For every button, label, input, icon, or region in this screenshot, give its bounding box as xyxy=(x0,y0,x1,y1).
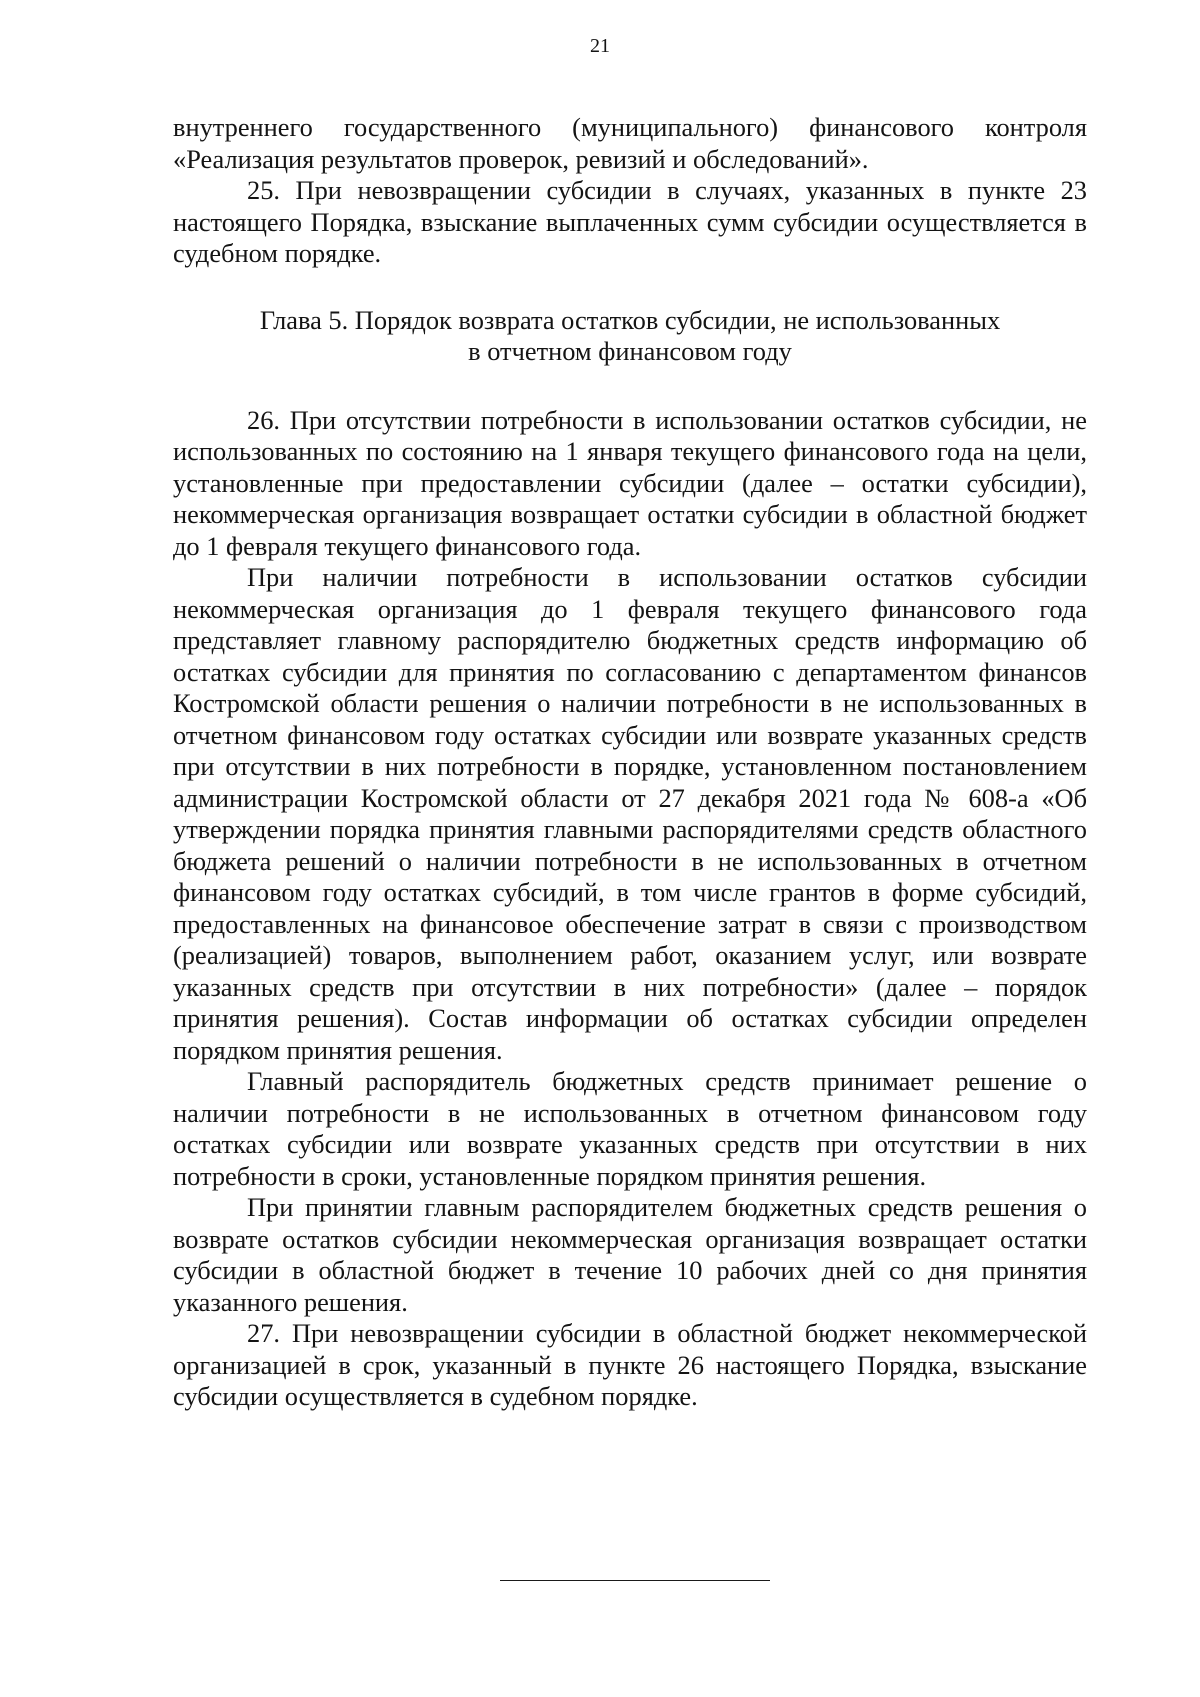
page-number: 21 xyxy=(590,35,610,57)
paragraph-item-26: 26. При отсутствии потребности в использовании остатков субсидии, не использованных по состоянию на 1 января текущего финансового года на цели, установленные при предоставлении субсидии (далее – остатки субсидии), некоммерческая организация возвращает остатки субсидии в областной бюджет до 1 февраля текущего финансового года. xyxy=(173,404,1087,561)
end-of-text-rule xyxy=(500,1580,770,1581)
chapter-heading-line-1: Глава 5. Порядок возврата остатков субсидии, не использованных xyxy=(259,304,1001,335)
paragraph-item-26-return: При принятии главным распорядителем бюджетных средств решения о возврате остатков субсидии некоммерческая организация возвращает остатки субсидии в областной бюджет в течение 10 рабочих дней со дня принятия указанного решения. xyxy=(173,1192,1087,1317)
paragraph-item-26-need: При наличии потребности в использовании остатков субсидии некоммерческая организация до 1 февраля текущего финансового года представляет главному распорядителю бюджетных средств информацию об остатках субсидии для принятия по согласованию с департаментом финансов Костромской области решения о наличии потребности в не использованных в отчетном финансовом году остатках субсидии или возврате указанных средств при отсутствии в них потребности в порядке, установленном постановлением администрации Костромской области от 27 декабря 2021 года № 608-а «Об утверждении порядка принятия главными распорядителями средств областного бюджета решений о наличии потребности в не использованных в отчетном финансовом году остатках субсидий, в том числе грантов в форме субсидий, предоставленных на финансовое обеспечение затрат в связи с производством (реализацией) товаров, выполнением работ, оказанием услуг, или возврате указанных средств при отсутствии в них потребности» (далее – порядок принятия решения). Состав информации об остатках субсидии определен порядком принятия решения. xyxy=(173,562,1087,1065)
chapter-heading-line-2: в отчетном финансовом году xyxy=(468,336,792,366)
paragraph-item-27: 27. При невозвращении субсидии в областной бюджет некоммерческой организацией в срок, указанный в пункте 26 настоящего Порядка, взыскание субсидии осуществляется в судебном порядке. xyxy=(173,1318,1087,1411)
chapter-heading xyxy=(173,305,1087,368)
document-body xyxy=(173,112,1087,1413)
paragraph-continuation: внутреннего государственного (муниципального) финансового контроля «Реализация результатов проверок, ревизий и обследований». xyxy=(173,112,1087,174)
paragraph-item-26-decision: Главный распорядитель бюджетных средств принимает решение о наличии потребности в не использованных в отчетном финансовом году остатках субсидии или возврате указанных средств при отсутствии в них потребности в сроки, установленные порядком принятия решения. xyxy=(173,1066,1087,1191)
paragraph-item-25: 25. При невозвращении субсидии в случаях, указанных в пункте 23 настоящего Порядка, взыскание выплаченных сумм субсидии осуществляется в судебном порядке. xyxy=(173,175,1087,268)
